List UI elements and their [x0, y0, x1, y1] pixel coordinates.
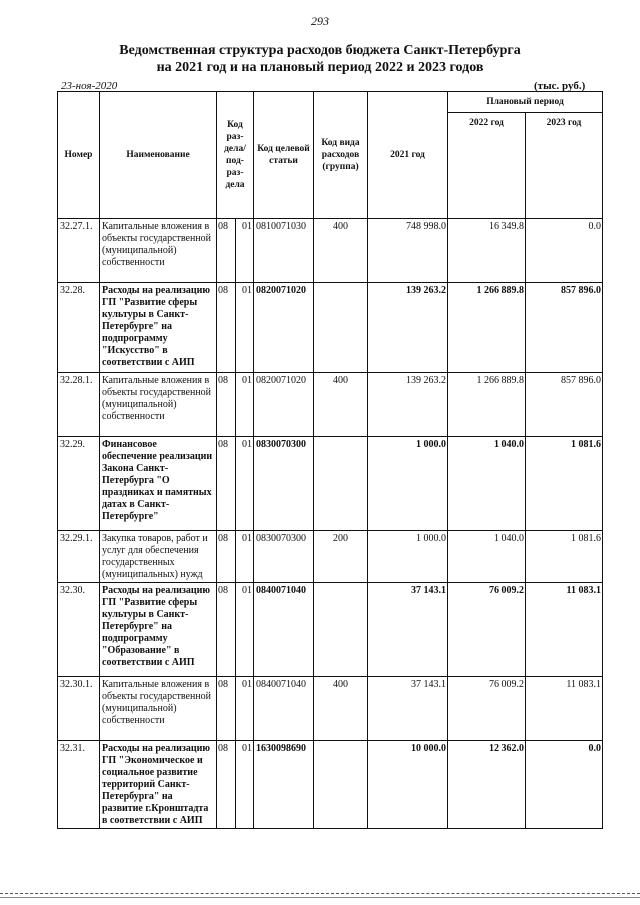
row-amount-2021: 748 998.0: [368, 219, 448, 283]
row-target-code: 0820071020: [254, 373, 314, 437]
row-section: 08: [217, 283, 236, 373]
row-amount-2022: 16 349.8: [448, 219, 526, 283]
row-amount-2022: 1 266 889.8: [448, 283, 526, 373]
table-row: [58, 283, 603, 373]
row-amount-2023: 11 083.1: [526, 677, 603, 741]
row-target-code: 0830070300: [254, 531, 314, 583]
row-amount-2021: 1 000.0: [368, 437, 448, 531]
row-name: Капитальные вложения в объекты государственной (муниципальной) собственности: [100, 373, 217, 437]
row-amount-2022: 12 362.0: [448, 741, 526, 829]
header-section: Код раз- дела/ под- раз- дела: [217, 92, 254, 219]
row-target-code: 0820071020: [254, 283, 314, 373]
header-name: Наименование: [100, 92, 217, 219]
table-row: [58, 741, 603, 829]
row-amount-2021: 1 000.0: [368, 531, 448, 583]
row-number: 32.30.: [58, 583, 100, 677]
table-row: [58, 583, 603, 677]
row-amount-2022: 76 009.2: [448, 677, 526, 741]
row-number: 32.28.: [58, 283, 100, 373]
row-name: Расходы на реализацию ГП "Развитие сферы культуры в Санкт-Петербурге" на подпрограмму "Образование" в соответствии с АИП: [100, 583, 217, 677]
row-expense-type: 400: [314, 219, 368, 283]
row-expense-type: 200: [314, 531, 368, 583]
row-amount-2023: 11 083.1: [526, 583, 603, 677]
header-target: Код целевой статьи: [254, 92, 314, 219]
header-2021: 2021 год: [368, 92, 448, 219]
row-amount-2022: 76 009.2: [448, 583, 526, 677]
header-expense-type: Код вида расходов (группа): [314, 92, 368, 219]
document-date: 23-ноя-2020: [61, 80, 118, 92]
row-number: 32.27.1.: [58, 219, 100, 283]
row-expense-type: 400: [314, 677, 368, 741]
row-section: 08: [217, 741, 236, 829]
row-subsection: 01: [236, 741, 254, 829]
row-expense-type: [314, 437, 368, 531]
budget-table: [57, 91, 603, 829]
table-row: [58, 437, 603, 531]
row-amount-2023: 1 081.6: [526, 531, 603, 583]
row-amount-2023: 857 896.0: [526, 373, 603, 437]
row-amount-2023: 0.0: [526, 741, 603, 829]
row-amount-2021: 37 143.1: [368, 677, 448, 741]
row-name: Закупка товаров, работ и услуг для обеспечения государственных (муниципальных) нужд: [100, 531, 217, 583]
row-expense-type: 400: [314, 373, 368, 437]
header-planned: Плановый период: [448, 92, 603, 113]
row-number: 32.28.1.: [58, 373, 100, 437]
row-section: 08: [217, 583, 236, 677]
row-name: Расходы на реализацию ГП "Экономическое и социальное развитие территорий Санкт-Петербурга" на развитие г.Кронштадта в соответствии с АИП: [100, 741, 217, 829]
page-number: 293: [311, 14, 329, 28]
row-subsection: 01: [236, 437, 254, 531]
row-target-code: 0810071030: [254, 219, 314, 283]
row-section: 08: [217, 437, 236, 531]
row-section: 08: [217, 219, 236, 283]
table-row: [58, 531, 603, 583]
row-section: 08: [217, 531, 236, 583]
table-row: [58, 219, 603, 283]
row-target-code: 1630098690: [254, 741, 314, 829]
footer-divider-2: [0, 897, 640, 898]
table-row: [58, 373, 603, 437]
row-number: 32.29.: [58, 437, 100, 531]
row-amount-2023: 0.0: [526, 219, 603, 283]
row-subsection: 01: [236, 677, 254, 741]
units-label: (тыс. руб.): [534, 80, 586, 92]
table-row: [58, 677, 603, 741]
row-expense-type: [314, 283, 368, 373]
row-amount-2021: 139 263.2: [368, 283, 448, 373]
row-expense-type: [314, 583, 368, 677]
footer-divider: [0, 893, 640, 894]
row-name: Капитальные вложения в объекты государственной (муниципальной) собственности: [100, 219, 217, 283]
row-expense-type: [314, 741, 368, 829]
row-name: Расходы на реализацию ГП "Развитие сферы культуры в Санкт-Петербурге" на подпрограмму "Искусство" в соответствии с АИП: [100, 283, 217, 373]
title-line-2: на 2021 год и на плановый период 2022 и 2023 годов: [156, 60, 484, 75]
row-amount-2021: 10 000.0: [368, 741, 448, 829]
row-amount-2022: 1 266 889.8: [448, 373, 526, 437]
row-section: 08: [217, 373, 236, 437]
row-subsection: 01: [236, 583, 254, 677]
row-name: Финансовое обеспечение реализации Закона Санкт-Петербурга "О праздниках и памятных датах в Санкт-Петербурге": [100, 437, 217, 531]
row-amount-2021: 37 143.1: [368, 583, 448, 677]
title-line-1: Ведомственная структура расходов бюджета Санкт-Петербурга: [119, 43, 521, 58]
header-row: [58, 92, 603, 113]
row-amount-2023: 857 896.0: [526, 283, 603, 373]
table-body: [58, 219, 603, 829]
header-2022: 2022 год: [448, 113, 526, 219]
row-amount-2022: 1 040.0: [448, 437, 526, 531]
document-title: [0, 42, 640, 76]
header-2023: 2023 год: [526, 113, 603, 219]
row-subsection: 01: [236, 531, 254, 583]
row-section: 08: [217, 677, 236, 741]
row-amount-2023: 1 081.6: [526, 437, 603, 531]
row-subsection: 01: [236, 283, 254, 373]
row-target-code: 0840071040: [254, 677, 314, 741]
row-target-code: 0830070300: [254, 437, 314, 531]
row-amount-2021: 139 263.2: [368, 373, 448, 437]
row-target-code: 0840071040: [254, 583, 314, 677]
row-amount-2022: 1 040.0: [448, 531, 526, 583]
row-number: 32.31.: [58, 741, 100, 829]
header-number: Номер: [58, 92, 100, 219]
row-number: 32.30.1.: [58, 677, 100, 741]
row-number: 32.29.1.: [58, 531, 100, 583]
row-name: Капитальные вложения в объекты государственной (муниципальной) собственности: [100, 677, 217, 741]
row-subsection: 01: [236, 373, 254, 437]
row-subsection: 01: [236, 219, 254, 283]
